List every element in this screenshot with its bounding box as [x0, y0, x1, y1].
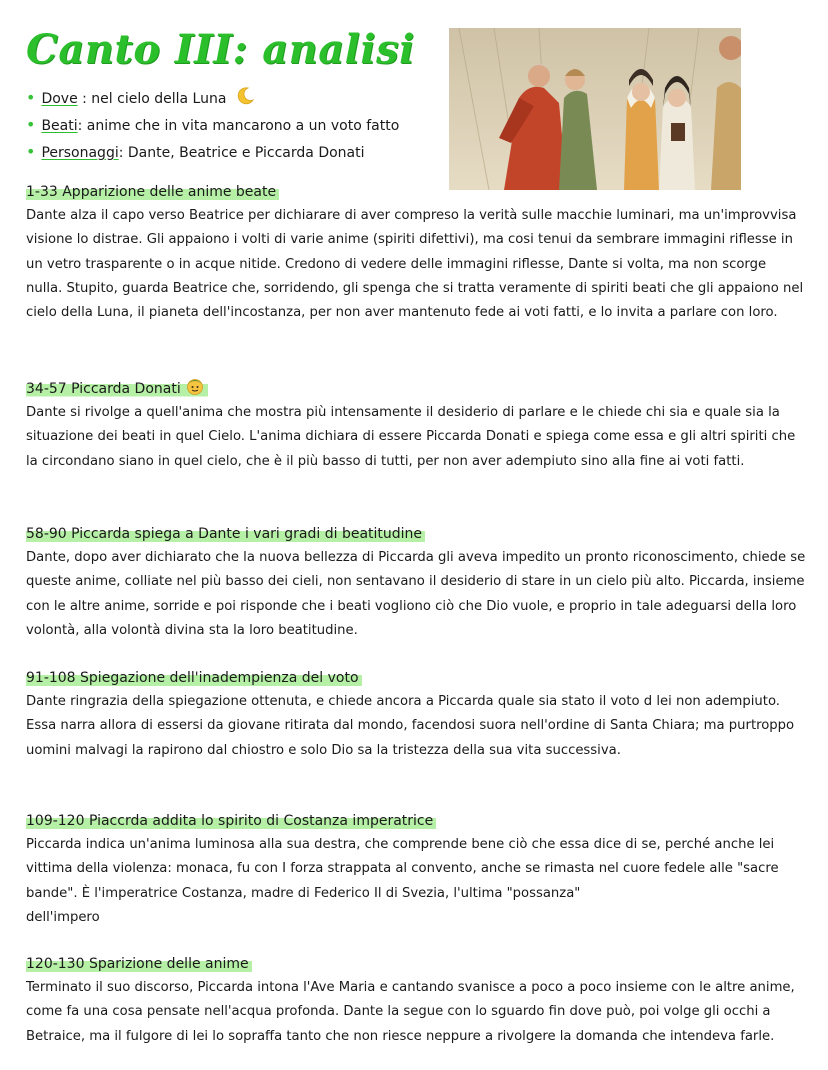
page-title: [26, 26, 415, 74]
section-sparizione: [26, 953, 806, 1049]
summary-list: [26, 85, 399, 166]
bullet-key: Beati: [41, 118, 78, 134]
bullet-text: : Dante, Beatrice e Piccarda Donati: [118, 145, 365, 161]
section-heading-text: 34-57 Piccarda Donati: [26, 381, 181, 397]
section-body: Piccarda indica un'anima luminosa alla sua destra, che comprende bene ciò che essa dice di se, perché anche lei vittima della violenza: monaca, fu con I forza strappata al convento, anche se rimasta nel cuore fedele alle "sacre bande". È l'imperatrice Costanza, madre di Federico Il di Svezia, l'ultima "possanza": [26, 837, 779, 901]
title-separator: :: [232, 26, 248, 73]
title-main: Canto III: [26, 26, 233, 73]
section-heading: 1-33 Apparizione delle anime beate: [26, 182, 279, 202]
bullet-key: Dove: [41, 91, 78, 107]
title-sub: analisi: [262, 26, 415, 73]
section-heading: 120-130 Sparizione delle anime: [26, 954, 252, 974]
section-heading: 109-120 Piaccrda addita lo spirito di Costanza imperatrice: [26, 811, 436, 831]
bullet-icon: •: [26, 115, 36, 134]
section-body: Terminato il suo discorso, Piccarda intona l'Ave Maria e cantando svanisce a poco a poco insieme con le altre anime, come fa una cosa pensate nell'acqua profonda. Dante la segue con lo sguardo fin dove può, poi volge gli occhi a Betraice, ma il fulgore di lei lo sopraffa tanto che non riesce neppure a rivolgere la domanda che intendeva farle.: [26, 980, 795, 1044]
section-body: Dante, dopo aver dichiarato che la nuova bellezza di Piccarda gli aveva impedito un pronto riconoscimento, chiede se queste anime, colliate nel più basso dei cieli, non sentavano il desiderio di stare in un cielo più alto. Piccarda, insieme con le altre anime, sorride e poi risponde che i beati vogliono ciò che Dio vuole, e proprio in tale adeguarsi della loro volontà, alla volontà divina sta la loro beatitudine.: [26, 550, 806, 638]
section-gradi-beatitudine: [26, 523, 806, 643]
section-body: Dante si rivolge a quell'anima che mostra più intensamente il desiderio di parlare e le chiede chi sia e quale sia la situazione dei beati in quel Cielo. L'anima dichiara di essere Piccarda Donati e spiega come essa e gli altri spiriti che la circondano siano in quel cielo, che è il più basso di tutti, per non aver adempiuto sino alla fine ai voti fatti.: [26, 405, 796, 469]
fresco-image: [449, 28, 741, 190]
section-body-continued: dell'impero: [26, 909, 100, 925]
section-inadempienza: [26, 667, 806, 763]
section-apparizione: [26, 181, 806, 325]
fresco-illustration: [449, 28, 741, 190]
section-heading: 58-90 Piccarda spiega a Dante i vari gradi di beatitudine: [26, 524, 425, 544]
bullet-text: : anime che in vita mancarono a un voto fatto: [77, 118, 400, 134]
section-body: Dante alza il capo verso Beatrice per dichiarare di aver compreso la verità sulle macchie luminari, ma un'improvvisa visione lo distrae. Gli appaiono i volti di varie anime (spiriti difettivi), ma cosi tenui da sembrare immagini riflesse in un vetro trasparente o in acque nitide. Credono di vedere delle immagini riflesse, Dante si volta, ma non scorge nulla. Stupito, guarda Beatrice che, sorridendo, gli spenga che si tratta veramente di spiriti beati che gli appaiono nel cielo della Luna, il pianeta dell'incostanza, per non aver mantenuto fede ai voti fatti, e lo invita a parlare con loro.: [26, 208, 804, 321]
section-piccarda: [26, 376, 806, 474]
section-heading: 91-108 Spiegazione dell'inadempienza del voto: [26, 668, 362, 688]
section-body: Dante ringrazia della spiegazione ottenuta, e chiede ancora a Piccarda quale sia stato il voto d lei non adempiuto. Essa narra allora di essersi da giovane ritirata dal mondo, facendosi suora nell'ordine di Santa Chiara; ma purtroppo uomini malvagi la rapirono dal chiostro e solo Dio sa la tristezza della sua vita successiva.: [26, 694, 795, 758]
bullet-icon: •: [26, 88, 36, 107]
list-item: [26, 85, 399, 112]
bullet-text: : nel cielo della Luna: [77, 91, 227, 107]
moon-icon: [235, 86, 255, 106]
list-item: [26, 112, 399, 139]
face-emoji-icon: [185, 376, 205, 396]
bullet-key: Personaggi: [41, 145, 119, 161]
bullet-icon: •: [26, 142, 36, 161]
list-item: [26, 139, 399, 166]
section-costanza: [26, 810, 806, 930]
section-heading: [26, 376, 208, 399]
